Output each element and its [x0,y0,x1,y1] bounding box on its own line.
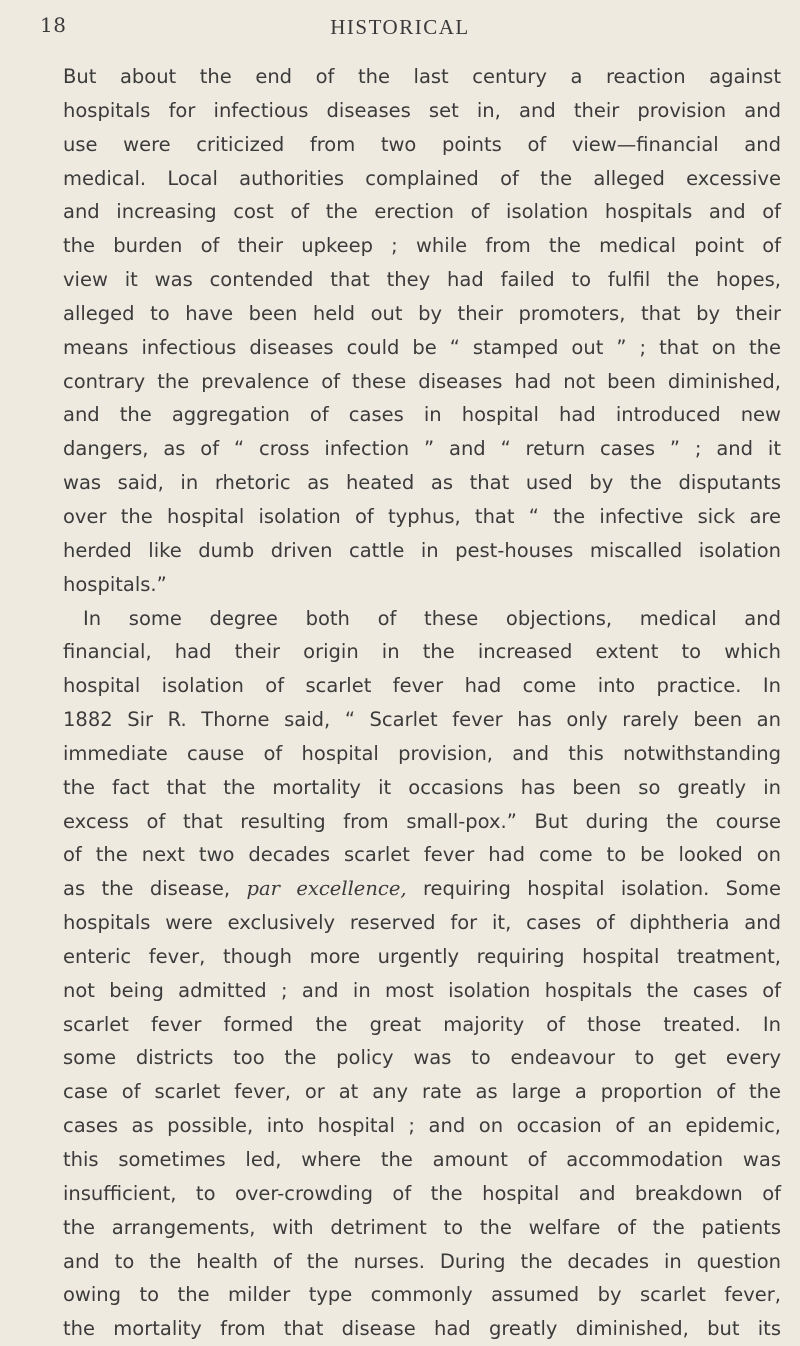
text-line: immediate cause of hospital provision, and this notwithstanding [63,741,781,765]
text-fragment: as the disease, [63,877,247,901]
text-line: scarlet fever formed the great majority of those treated. In [63,1012,781,1036]
running-head: HISTORICAL [330,15,470,39]
text-line: and to the health of the nurses. During the decades in question [63,1249,781,1273]
text-line: alleged to have been held out by their promoters, that by their [63,301,781,325]
text-line: case of scarlet fever, or at any rate as large a proportion of the [63,1080,781,1104]
text-line: and increasing cost of the erection of isolation hospitals and of [63,200,781,224]
text-line: owing to the milder type commonly assumed by scarlet fever, [63,1283,781,1307]
text-line: In some degree both of these objections, medical and [83,606,781,630]
text-line: view it was contended that they had failed to fulfil the hopes, [63,268,781,292]
body-text [63,60,781,1346]
text-line: medical. Local authorities complained of the alleged excessive [63,166,781,190]
text-line: hospitals for infectious diseases set in, and their provision and [63,98,781,122]
text-line: hospitals.” [63,572,167,596]
text-line: some districts too the policy was to endeavour to get every [63,1046,781,1070]
text-line: hospitals were exclusively reserved for it, cases of diphtheria and [63,911,781,935]
text-line-with-italic [63,872,781,906]
text-line: insufficient, to over-crowding of the hospital and breakdown of [63,1181,781,1205]
text-line: the fact that the mortality it occasions has been so greatly in [63,775,781,799]
text-line: the burden of their upkeep ; while from the medical point of [63,234,781,258]
text-line: cases as possible, into hospital ; and on occasion of an epidemic, [63,1114,781,1138]
text-line: dangers, as of “ cross infection ” and “ return cases ” ; and it [63,437,781,461]
page-number: 18 [40,13,67,37]
text-line: and the aggregation of cases in hospital had introduced new [63,403,781,427]
text-line: of the next two decades scarlet fever had come to be looked on [63,843,781,867]
text-line: over the hospital isolation of typhus, that “ the infective sick are [63,504,781,528]
text-line: contrary the prevalence of these diseases had not been diminished, [63,369,781,393]
text-line: 1882 Sir R. Thorne said, “ Scarlet fever has only rarely been an [63,708,781,732]
text-line: financial, had their origin in the increased extent to which [63,640,781,664]
text-line: not being admitted ; and in most isolation hospitals the cases of [63,978,781,1002]
text-line: hospital isolation of scarlet fever had come into practice. In [63,674,781,698]
text-line: enteric fever, though more urgently requiring hospital treatment, [63,944,781,968]
text-line: was said, in rhetoric as heated as that used by the disputants [63,471,781,495]
text-line: use were criticized from two points of view—financial and [63,132,781,156]
text-line: herded like dumb driven cattle in pest-houses miscalled isolation [63,538,781,562]
text-line: means infectious diseases could be “ stamped out ” ; that on the [63,335,781,359]
text-line: the mortality from that disease had greatly diminished, but its [63,1317,781,1341]
text-line: this sometimes led, where the amount of accommodation was [63,1148,781,1171]
text-line: excess of that resulting from small-pox.” But during the course [63,809,781,833]
italic-phrase: par excellence, [246,877,407,901]
text-line: But about the end of the last century a reaction against [63,65,781,88]
text-line: the arrangements, with detriment to the welfare of the patients [63,1215,781,1239]
text-fragment: requiring hospital isolation. Some [406,877,781,901]
